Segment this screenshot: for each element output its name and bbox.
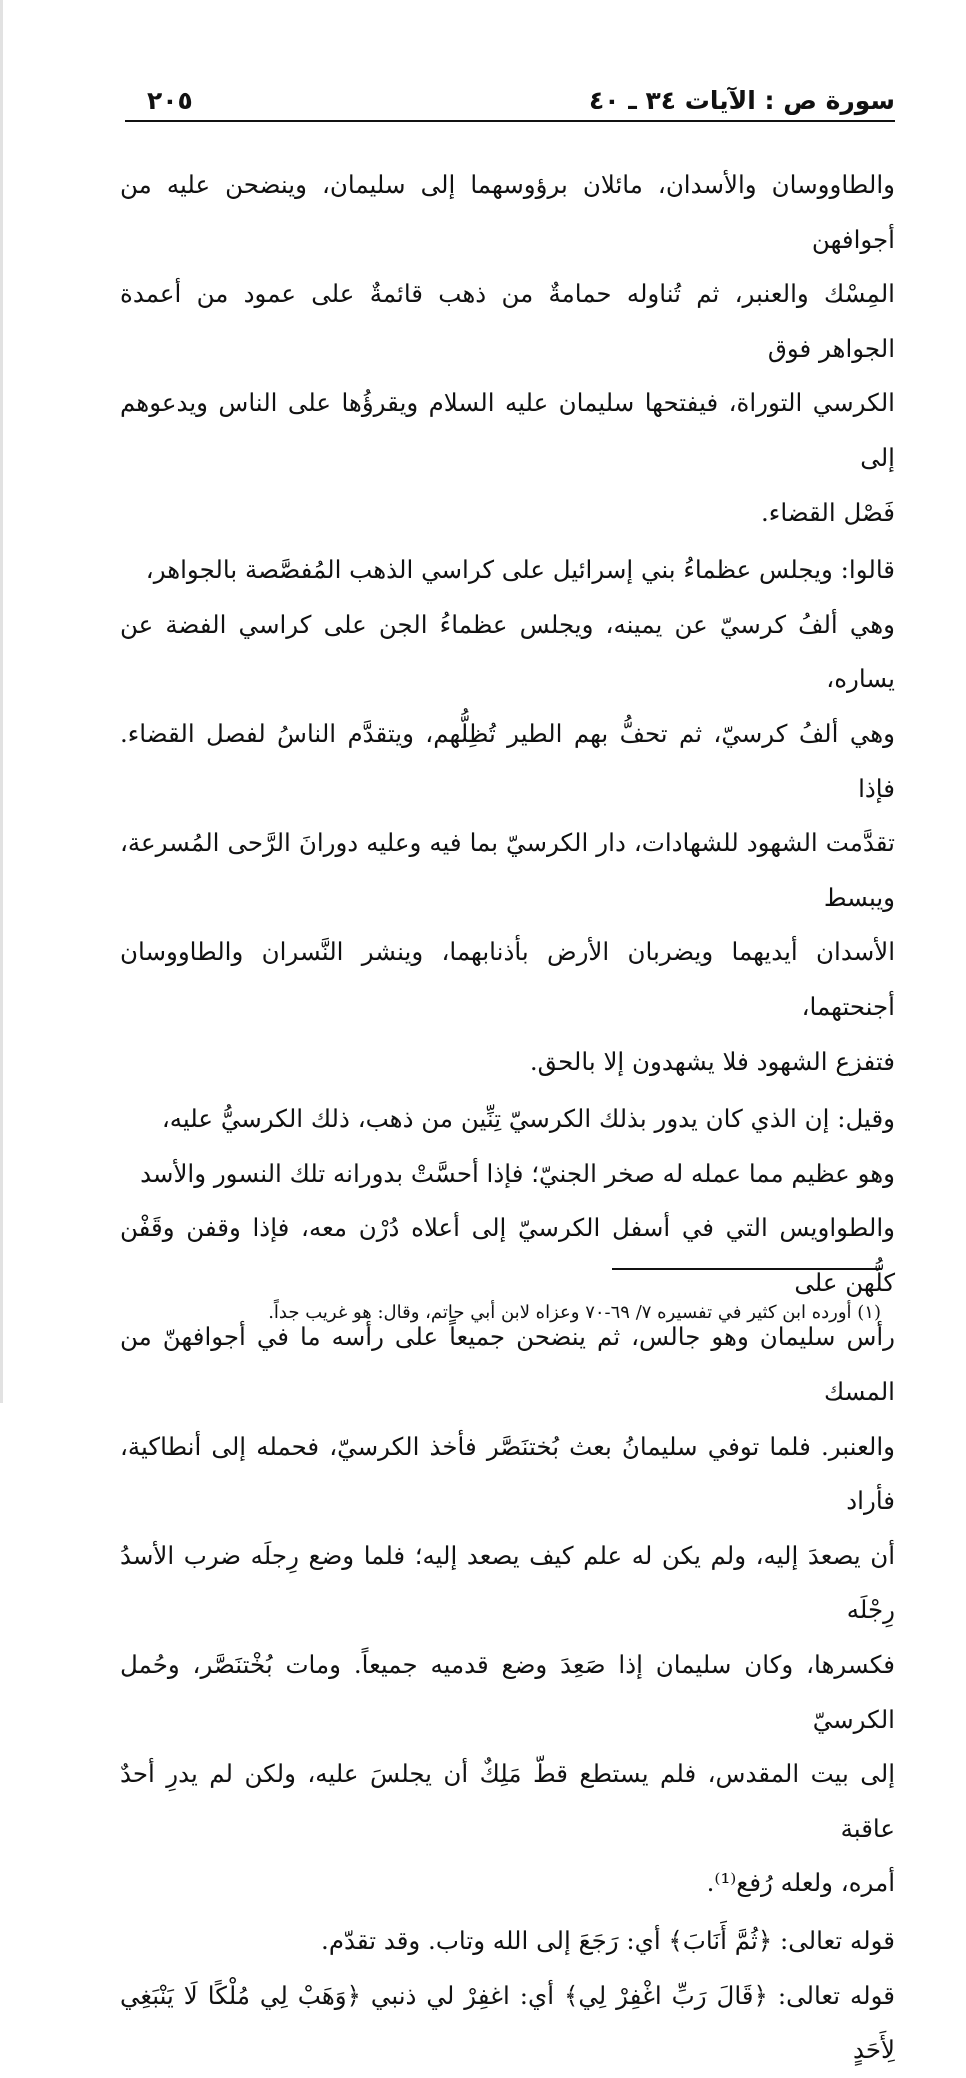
- verse-commentary-thumma-anab: قوله تعالى: ﴿ثُمَّ أَنَابَ﴾ أي: رَجَعَ إلى الله وتاب. وقد تقدّم.: [321, 1926, 895, 1955]
- footnote-divider: [612, 1268, 882, 1270]
- paragraph-qila: وقيل: إن الذي كان يدور بذلك الكرسيّ تِنِّين من ذهب، ذلك الكرسيُّ عليه، وهو عظيم مما عمله له صخر الجنيّ؛ فإذا أحسَّتْ بدورانه تلك النسور والأسد والطواويس التي في أسفل الكرسيّ إلى أعلاه دُرْن معه، فإذا وقفن وقَفْن كلُّهن على رأس سليمان وهو جالس، ثم ينضحن جميعاً على رأسه ما في أجوافهنّ من المسك والعنبر. فلما توفي سليمانُ بعث بُختنَصَّر فأخذ الكرسيّ، فحمله إلى أنطاكية، فأراد أن يصعدَ إليه، ولم يكن له علم كيف يصعد إليه؛ فلما وضع رِجلَه ضرب الأسدُ رِجْلَه فكسرها، وكان سليمان إذا صَعِدَ وضع قدميه جميعاً. ومات بُخْتنَصَّر، وحُمل الكرسيّ إلى بيت المقدس، فلم يستطع قطّ مَلِكٌ أن يجلسَ عليه، ولكن لم يدرِ أحدٌ عاقبة أمره، ولعله رُفع⁽¹⁾.: [120, 1104, 895, 1898]
- paragraph-qalu: قالوا: ويجلس عظماءُ بني إسرائيل على كراسي الذهب المُفصَّصة بالجواهر، وهي ألفُ كرسيّ عن يمينه، ويجلس عظماءُ الجن على كراسي الفضة عن يساره، وهي ألفُ كرسيّ، ثم تحفُّ بهم الطير تُظِلُّهم، ويتقدَّم الناسُ لفصل القضاء. فإذا تقدَّمت الشهود للشهادات، دار الكرسيّ بما فيه وعليه دورانَ الرَّحى المُسرعة، ويبسط الأسدان أيديهما ويضربان الأرض بأذنابهما، وينشر النَّسران والطاووسان أجنحتهما، فتفزع الشهود فلا يشهدون إلا بالحق.: [120, 555, 895, 1076]
- header-divider: [125, 120, 895, 122]
- paragraph-continuation: والطاووسان والأسدان، مائلان برؤوسهما إلى سليمان، وينضحن عليه من أجوافهن المِسْك والعنبر، ثم تُناوله حمامةٌ من ذهب قائمةٌ على عمود من أعمدة الجواهر فوق الكرسي التوراة، فيفتحها سليمان عليه السلام ويقرؤُها على الناس ويدعوهم إلى فَصْل القضاء.: [120, 170, 895, 527]
- main-text: [120, 158, 895, 2078]
- verse-commentary-rabbi-ighfir: قوله تعالى: ﴿قَالَ رَبِّ اغْفِرْ لِي﴾ أي: اغفِرْ لي ذنبي ﴿وَهَبْ لِي مُلْكًا لَا يَنْبَغِي لِأَحَدٍ: [120, 1980, 895, 2065]
- surah-heading: سورة ص : الآيات ٣٤ ـ ٤٠: [589, 86, 895, 115]
- page-edge-shadow: [0, 0, 3, 1403]
- running-header: [125, 82, 895, 122]
- footnote: (١) أورده ابن كثير في تفسيره ٧/ ٦٩-٧٠ وعزاه لابن أبي حاتم، وقال: هو غريب جداً.: [268, 1302, 881, 1323]
- page-number: ٢٠٥: [147, 86, 193, 115]
